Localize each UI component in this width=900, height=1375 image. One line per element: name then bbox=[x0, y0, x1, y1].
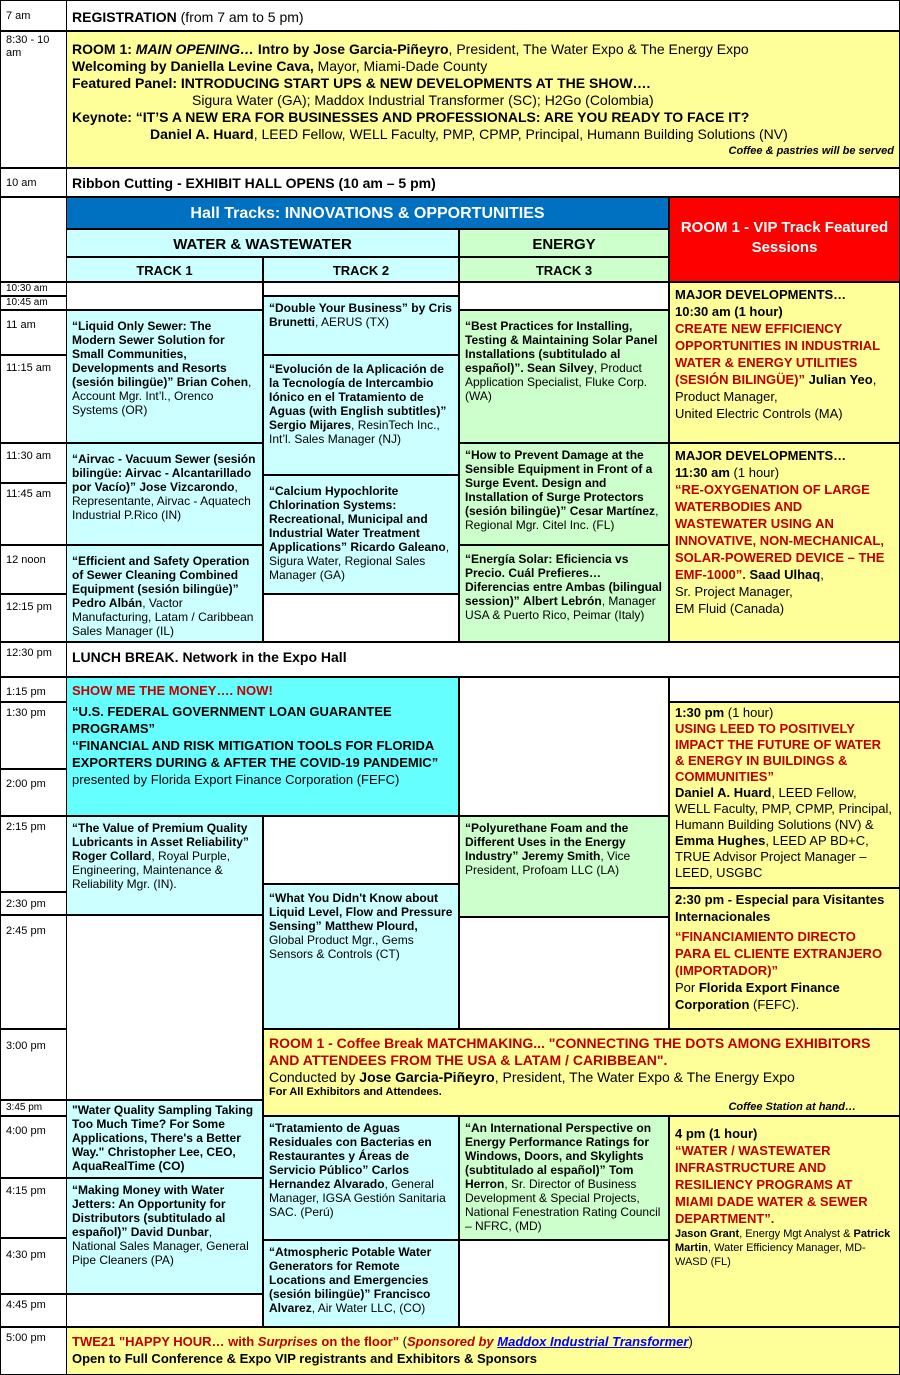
time-slot: 10 am bbox=[0, 168, 67, 197]
time-slot: 2:00 pm bbox=[0, 769, 67, 816]
track-3-header: TRACK 3 bbox=[459, 257, 669, 282]
coffee-break-by: Conducted by bbox=[269, 1069, 360, 1085]
time-slot: 12 noon bbox=[0, 545, 67, 594]
vip-track-header: ROOM 1 - VIP Track Featured Sessions bbox=[669, 197, 900, 282]
time-slot: 11 am bbox=[0, 310, 67, 355]
time-slot: 8:30 - 10 am bbox=[0, 31, 67, 168]
speaker-role: , Account Mgr. Int’l., Orenco Systems (OR) bbox=[72, 375, 252, 417]
vip-title: “RE-OXYGENATION OF LARGE WATERBODIES AND WASTEWATER USING AN INNOVATIVE, NON-MECHANICAL, SOLAR-POWERED DEVICE – THE EMF-1000”. bbox=[675, 482, 885, 582]
vip-company: United Electric Controls (MA) bbox=[675, 406, 843, 421]
keynote-name: Daniel A. Huard bbox=[150, 126, 254, 142]
speaker-role: , Vactor Manufacturing, Latam / Caribbean Sales Manager (IL) bbox=[72, 596, 254, 638]
speaker-role: Global Product Mgr., Gems Sensors & Controls (CT) bbox=[269, 933, 414, 961]
ribbon-cutting-row: Ribbon Cutting - EXHIBIT HALL OPENS (10 am – 5 pm) bbox=[66, 168, 900, 197]
session-track3 bbox=[459, 545, 669, 642]
happy-surprise: Surprises bbox=[257, 1334, 318, 1349]
session-track1 bbox=[66, 1100, 263, 1178]
vip-session bbox=[669, 702, 900, 888]
session-track3 bbox=[459, 310, 669, 443]
session-track2 bbox=[263, 475, 459, 594]
vip-speaker-2: Emma Hughes bbox=[675, 833, 766, 848]
session-track2 bbox=[263, 1240, 459, 1327]
coffee-break-host: Jose Garcia-Piñeyro bbox=[359, 1069, 495, 1085]
empty-cell bbox=[459, 282, 669, 310]
session-track3 bbox=[459, 1116, 669, 1240]
vip-title: CREATE NEW EFFICIENCY OPPORTUNITIES IN INDUSTRIAL WATER & ENERGY UTILITIES (SESIÓN BILINGÜE)” bbox=[675, 321, 880, 387]
vip-session bbox=[669, 1116, 900, 1327]
opening-panel: Featured Panel: INTRODUCING START UPS & NEW DEVELOPMENTS AT THE SHOW…. bbox=[72, 75, 651, 91]
session-track1 bbox=[66, 816, 263, 915]
vip-rest: , LEED Fellow, WELL Faculty, PMP, CPMP, Principal, Humann Building Solutions (NV) & bbox=[675, 785, 892, 832]
main-opening-block bbox=[66, 31, 900, 168]
session-track2 bbox=[263, 355, 459, 475]
vip-speaker: Jason Grant bbox=[675, 1228, 740, 1240]
session-title: “Tratamiento de Aguas Residuales con Bacterias en Restaurantes y Áreas de Servicio Público” bbox=[269, 1121, 432, 1177]
time-slot: 4:15 pm bbox=[0, 1178, 67, 1238]
time-slot: 12:15 pm bbox=[0, 594, 67, 642]
speaker-role: , AERUS (TX) bbox=[315, 315, 390, 329]
speaker-role: , Sigura Water, Regional Sales Manager (GA) bbox=[269, 540, 450, 582]
vip-rest: , Energy Mgt Analyst & bbox=[739, 1228, 854, 1240]
track-1-header: TRACK 1 bbox=[66, 257, 263, 282]
sponsor-link[interactable]: Maddox Industrial Transformer bbox=[497, 1334, 689, 1349]
session-track2 bbox=[263, 1116, 459, 1240]
happy-close: ) bbox=[688, 1334, 693, 1349]
time-slot: 12:30 pm bbox=[0, 642, 67, 677]
opening-panel-list: Sigura Water (GA); Maddox Industrial Transformer (SC); H2Go (Colombia) bbox=[192, 92, 654, 108]
happy-title: TWE21 "HAPPY HOUR… with bbox=[72, 1334, 258, 1349]
happy-open: ( bbox=[399, 1334, 407, 1349]
vip-speaker: Saad Ulhaq bbox=[749, 567, 821, 582]
speaker-name: Cesar Martínez bbox=[569, 504, 656, 518]
empty-cell bbox=[66, 1294, 263, 1327]
vip-speaker: Florida Export Finance Corporation bbox=[675, 980, 840, 1012]
empty-cell bbox=[263, 816, 459, 884]
speaker-role: , Vice President, Profoam LLC (LA) bbox=[465, 849, 631, 877]
vip-speaker: Daniel A. Huard bbox=[675, 785, 772, 800]
vip-time: 4 pm bbox=[675, 1126, 706, 1141]
speaker-name: Ricardo Galeano bbox=[350, 540, 446, 554]
vip-rest-2: , Water Efficiency Manager, MD-WASD (FL) bbox=[675, 1242, 866, 1268]
keynote-role: , LEED Fellow, WELL Faculty, PMP, CPMP, Principal, Humann Building Solutions (NV) bbox=[253, 126, 788, 142]
money-head: SHOW ME THE MONEY…. NOW! bbox=[72, 683, 273, 698]
empty-cell bbox=[459, 1240, 669, 1327]
vip-role: Sr. Project Manager, bbox=[675, 584, 793, 599]
session-title: “Double Your Business” by bbox=[269, 301, 426, 315]
vip-role: Product Manager, bbox=[675, 389, 778, 404]
session-title: “An International Perspective on Energy Performance Ratings for Windows, Doors, and Skylights (subtitulado al español)” bbox=[465, 1121, 652, 1177]
session-track1 bbox=[66, 443, 263, 545]
empty-cell bbox=[263, 282, 459, 296]
opening-welcome: Welcoming by Daniella Levine Cava, bbox=[72, 58, 314, 74]
vip-speaker-2: Patrick Martin bbox=[675, 1228, 891, 1254]
coffee-break-all: For All Exhibitors and Attendees. bbox=[269, 1086, 442, 1098]
energy-header: ENERGY bbox=[459, 229, 669, 257]
vip-session bbox=[669, 443, 900, 642]
speaker-role: , Sr. Director of Business Development & Special Projects, National Fenestration Rating Council – NFRC, (MD) bbox=[465, 1177, 661, 1233]
speaker-name: Pedro Albán bbox=[72, 596, 143, 610]
vip-por: Por bbox=[675, 980, 699, 995]
empty-cell bbox=[66, 915, 263, 1100]
show-me-the-money-session bbox=[66, 677, 459, 816]
speaker-name: Sergio Mijares bbox=[269, 418, 352, 432]
vip-time: 10:30 am (1 hour) bbox=[675, 304, 783, 319]
session-title: “Making Money with Water Jetters: An Opportunity for Distributors (subtitulado al español)” bbox=[72, 1183, 226, 1239]
speaker-name: Francisco Alvarez bbox=[269, 1287, 431, 1315]
speaker-role: , General Manager, IGSA Gestión Sanitaria SAC. (Perú) bbox=[269, 1177, 446, 1219]
speaker-role: , Air Water LLC, (CO) bbox=[311, 1301, 426, 1315]
happy-hour-row bbox=[66, 1327, 900, 1375]
empty-cell bbox=[263, 594, 459, 642]
registration-row bbox=[66, 0, 900, 31]
vip-head: 2:30 pm - Especial para Visitantes Internacionales bbox=[675, 892, 885, 924]
registration-hours: (from 7 am to 5 pm) bbox=[176, 9, 304, 25]
session-title: “The Value of Premium Quality Lubricants in Asset Reliability” bbox=[72, 821, 249, 849]
time-slot: 7 am bbox=[0, 0, 67, 31]
speaker-name: Cris Brunetti bbox=[269, 301, 452, 329]
speaker-name: David Dunbar bbox=[130, 1225, 209, 1239]
hall-tracks-header: Hall Tracks: INNOVATIONS & OPPORTUNITIES bbox=[66, 197, 669, 229]
time-slot: 2:30 pm bbox=[0, 892, 67, 915]
session-title: “Liquid Only Sewer: The Modern Sewer Solution for Small Communities, Developments and Resorts (sesión bilingüe)” bbox=[72, 319, 227, 389]
time-slot: 4:45 pm bbox=[0, 1294, 67, 1327]
session-title: “Polyurethane Foam and the Different Uses in the Energy Industry” bbox=[465, 821, 629, 863]
session-title: “Efficient and Safety Operation of Sewer Cleaning Combined Equipment (sesión bilingüe)” bbox=[72, 554, 250, 596]
money-presenter: presented by Florida Export Finance Corporation (FEFC) bbox=[72, 772, 400, 787]
opening-keynote: Keynote: “IT’S A NEW ERA FOR BUSINESSES AND PROFESSIONALS: ARE YOU READY TO FACE IT? bbox=[72, 109, 750, 125]
speaker-name: Jeremy Smith bbox=[521, 849, 601, 863]
speaker-name: Christopher Lee, CEO, AquaRealTime (CO) bbox=[72, 1145, 236, 1173]
money-program-1: “U.S. FEDERAL GOVERNMENT LOAN GUARANTEE PROGRAMS” bbox=[72, 704, 392, 736]
happy-sponsored: Sponsored by bbox=[406, 1334, 498, 1349]
speaker-name: Matthew Plourd, bbox=[325, 919, 418, 933]
vip-speaker: Julian Yeo bbox=[808, 372, 873, 387]
coffee-break-role: , President, The Water Expo & The Energy Expo bbox=[494, 1069, 795, 1085]
time-slot-empty bbox=[0, 197, 67, 282]
vip-rest: , bbox=[820, 567, 824, 582]
registration-label: REGISTRATION bbox=[72, 9, 177, 25]
time-slot: 11:45 am bbox=[0, 483, 67, 545]
vip-duration: (1 hour) bbox=[724, 705, 774, 720]
happy-audience: Open to Full Conference & Expo VIP registrants and Exhibitors & Sponsors bbox=[72, 1351, 537, 1366]
time-slot: 3:00 pm bbox=[0, 1029, 67, 1100]
session-title: “Calcium Hypochlorite Chlorination Systems: Recreational, Municipal and Industrial Water Treatment Applications” bbox=[269, 484, 428, 554]
vip-title: “FINANCIAMIENTO DIRECTO PARA EL CLIENTE EXTRANJERO (IMPORTADOR)” bbox=[675, 929, 883, 978]
session-title: "Water Quality Sampling Taking Too Much Time? For Some Applications, There's a Better Way." bbox=[72, 1103, 254, 1159]
session-track2 bbox=[263, 296, 459, 355]
coffee-break-matchmaking bbox=[263, 1029, 900, 1116]
speaker-name: Jose Vizcarondo bbox=[139, 480, 235, 494]
session-track2 bbox=[263, 884, 459, 1029]
opening-welcome-role: Mayor, Miami-Dade County bbox=[313, 58, 488, 74]
session-title: “How to Prevent Damage at the Sensible Equipment in Front of a Surge Event. Design and Installation of Surge Protectors (sesión bilingüe)” bbox=[465, 448, 653, 518]
session-track1 bbox=[66, 545, 263, 642]
opening-intro: Intro by bbox=[254, 41, 314, 57]
vip-rest: , bbox=[872, 372, 877, 387]
speaker-role: , Product Application Specialist, Fluke Corp. (WA) bbox=[465, 361, 648, 403]
money-program-2: ‘‘FINANCIAL AND RISK MITIGATION TOOLS FOR FLORIDA EXPORTERS DURING & AFTER THE COVID-19 PANDEMIC” bbox=[72, 738, 439, 770]
session-track1 bbox=[66, 310, 263, 443]
session-track1 bbox=[66, 1178, 263, 1294]
speaker-name: Albert Lebrón bbox=[523, 594, 602, 608]
vip-head: MAJOR DEVELOPMENTS… bbox=[675, 287, 847, 302]
happy-floor: on the floor" bbox=[317, 1334, 400, 1349]
time-slot: 10:45 am bbox=[0, 296, 67, 310]
vip-time: 11:30 am bbox=[675, 465, 730, 480]
vip-company: EM Fluid (Canada) bbox=[675, 601, 785, 616]
speaker-name: Carlos Hernandez Alvarado bbox=[269, 1163, 410, 1191]
speaker-role: , Representante, Airvac - Aquatech Industrial P.Rico (IN) bbox=[72, 480, 251, 522]
speaker-role: , Royal Purple, Engineering, Maintenance & Reliability Mgr. (IN). bbox=[72, 849, 231, 891]
time-slot: 11:30 am bbox=[0, 443, 67, 483]
session-title: “Atmospheric Potable Water Generators for Remote Locations and Emergencies (sesión bilingüe)” bbox=[269, 1245, 432, 1301]
vip-rest: (FEFC). bbox=[749, 997, 800, 1012]
session-title: “Evolución de la Aplicación de la Tecnología de Intercambio Iónico en el Tratamiento de Aguas (with English subtitles)” bbox=[269, 362, 447, 418]
time-slot: 1:30 pm bbox=[0, 702, 67, 769]
vip-session bbox=[669, 282, 900, 443]
opening-coffee-note: Coffee & pastries will be served bbox=[728, 145, 894, 157]
time-slot: 11:15 am bbox=[0, 355, 67, 443]
session-title: “Airvac - Vacuum Sewer (sesión bilingüe: Airvac - Alcantarillado por Vacío)” bbox=[72, 452, 256, 494]
vip-rest-2: , LEED AP BD+C, TRUE Advisor Project Manager – LEED, USGBC bbox=[675, 833, 869, 880]
empty-cell bbox=[66, 282, 263, 310]
opening-intro-name: Jose Garcia-Piñeyro bbox=[313, 41, 449, 57]
vip-title: “WATER / WASTEWATER INFRASTRUCTURE AND RESILIENCY PROGRAMS AT MIAMI DADE WATER & SEWER DEPARTMENT”. bbox=[675, 1143, 868, 1226]
speaker-role: , Regional Mgr. Citel Inc. (FL) bbox=[465, 504, 659, 532]
empty-cell bbox=[459, 677, 669, 816]
session-title: “Energía Solar: Eficiencia vs Precio. Cuál Prefieres… Diferencias entre Ambas (bilingual session)” bbox=[465, 552, 662, 608]
time-slot: 5:00 pm bbox=[0, 1327, 67, 1375]
vip-title: USING LEED TO POSITIVELY IMPACT THE FUTURE OF WATER & ENERGY IN BUILDINGS & COMMUNITIES” bbox=[675, 721, 882, 784]
empty-cell bbox=[669, 677, 900, 702]
coffee-station-note: Coffee Station at hand… bbox=[728, 1101, 856, 1113]
time-slot: 2:45 pm bbox=[0, 915, 67, 1029]
opening-intro-role: , President, The Water Expo & The Energy Expo bbox=[448, 41, 749, 57]
session-title: “Best Practices for Installing, Testing & Maintaining Solar Panel Installations (subtitulado al español)”. bbox=[465, 319, 658, 375]
opening-main: MAIN OPENING… bbox=[135, 41, 255, 57]
time-slot: 2:15 pm bbox=[0, 816, 67, 892]
vip-duration: (1 hour) bbox=[705, 1126, 758, 1141]
speaker-name: Sean Silvey bbox=[527, 361, 594, 375]
time-slot: 3:45 pm bbox=[0, 1100, 67, 1116]
speaker-role: , Manager USA & Puerto Rico, Peimar (Italy) bbox=[465, 594, 656, 622]
vip-time: 1:30 pm bbox=[675, 705, 725, 720]
vip-head: MAJOR DEVELOPMENTS… bbox=[675, 448, 847, 463]
session-track3 bbox=[459, 816, 669, 917]
speaker-name: Roger Collard bbox=[72, 849, 152, 863]
vip-duration: (1 hour) bbox=[729, 465, 780, 480]
session-track3 bbox=[459, 443, 669, 545]
time-slot: 1:15 pm bbox=[0, 677, 67, 702]
vip-session bbox=[669, 888, 900, 1029]
time-slot: 4:00 pm bbox=[0, 1116, 67, 1178]
session-title: “What You Didn't Know about Liquid Level, Flow and Pressure Sensing” bbox=[269, 891, 453, 933]
water-wastewater-header: WATER & WASTEWATER bbox=[66, 229, 459, 257]
speaker-role: , ResinTech Inc., Int’l. Sales Manager (NJ) bbox=[269, 418, 440, 446]
track-2-header: TRACK 2 bbox=[263, 257, 459, 282]
coffee-break-title: ROOM 1 - Coffee Break MATCHMAKING... "CONNECTING THE DOTS AMONG EXHIBITORS AND ATTENDEES FROM THE USA & LATAM / CARIBBEAN". bbox=[269, 1035, 871, 1068]
empty-cell bbox=[459, 917, 669, 1029]
speaker-name: Tom Herron bbox=[465, 1163, 634, 1191]
time-slot: 10:30 am bbox=[0, 282, 67, 296]
speaker-name: Brian Cohen bbox=[176, 375, 249, 389]
time-slot: 4:30 pm bbox=[0, 1238, 67, 1294]
speaker-role: , National Sales Manager, General Pipe Cleaners (PA) bbox=[72, 1225, 249, 1267]
opening-room: ROOM 1: bbox=[72, 41, 136, 57]
lunch-break-row: LUNCH BREAK. Network in the Expo Hall bbox=[66, 642, 900, 677]
